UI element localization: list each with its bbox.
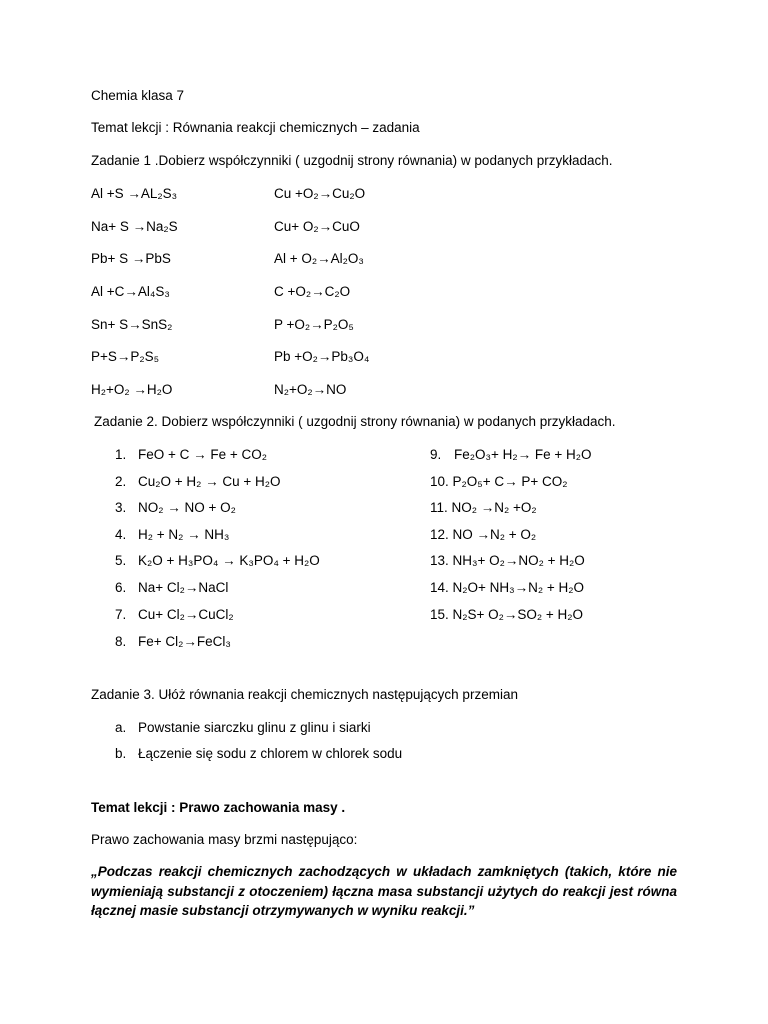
equation: NH₃+ O₂→NO₂ + H₂O — [452, 553, 585, 568]
task1-equation: N₂+O₂→NO — [274, 382, 347, 397]
item-number: 7. — [115, 607, 127, 622]
equation: N₂O+ NH₃→N₂ + H₂O — [452, 580, 585, 595]
task1-equation: Pb +O₂→Pb₃O₄ — [274, 349, 370, 364]
item-number: 14. — [430, 580, 449, 595]
item-number: 5. — [115, 553, 127, 568]
equation: FeO + C → Fe + CO₂ — [138, 447, 268, 462]
item-number: 12. — [430, 527, 449, 542]
list-item — [115, 527, 229, 543]
task1-equation: Al +S →AL₂S₃ — [91, 186, 178, 201]
list-item — [115, 474, 281, 490]
equation: Cu₂O + H₂ → Cu + H₂O — [138, 474, 281, 489]
list-item — [115, 607, 234, 623]
lesson-topic-2: Temat lekcji : Prawo zachowania masy . — [91, 800, 346, 815]
task1-equation: P+S→P₂S₅ — [91, 349, 160, 364]
equation: K₂O + H₃PO₄ → K₃PO₄ + H₂O — [138, 553, 320, 568]
item-number: 11. — [430, 500, 448, 515]
item-number: 9. — [430, 447, 442, 462]
equation: H₂ + N₂ → NH₃ — [138, 527, 230, 542]
equation: N₂S+ O₂→SO₂ + H₂O — [452, 607, 584, 622]
lesson-topic: Temat lekcji : Równania reakcji chemicznych – zadania — [91, 120, 420, 135]
task2-title: Zadanie 2. Dobierz współczynniki ( uzgodnij strony równania) w podanych przykładach. — [94, 414, 616, 429]
item-number: 8. — [115, 634, 127, 649]
law-intro: Prawo zachowania masy brzmi następująco: — [91, 832, 358, 847]
item-number: 13. — [430, 553, 449, 568]
list-item — [430, 500, 537, 516]
list-item — [430, 553, 585, 569]
equation: Cu+ Cl₂→CuCl₂ — [138, 607, 234, 622]
item-text: Powstanie siarczku glinu z glinu i siarki — [138, 720, 371, 735]
item-number: 3. — [115, 500, 127, 515]
equation: P₂O₅+ C→ P+ CO₂ — [452, 474, 568, 489]
task1-equation: C +O₂→C₂O — [274, 284, 351, 299]
task1-equation: Al +C→Al₄S₃ — [91, 284, 170, 299]
list-item — [115, 580, 228, 596]
task1-equation: H₂+O₂ →H₂O — [91, 382, 173, 397]
list-item — [115, 746, 402, 762]
item-number: 15. — [430, 607, 449, 622]
task1-equation: Cu+ O₂→CuO — [274, 219, 360, 234]
item-number: 1. — [115, 447, 127, 462]
equation: Fe+ Cl₂→FeCl₃ — [138, 634, 231, 649]
list-item — [115, 500, 236, 516]
item-number: 4. — [115, 527, 127, 542]
list-item — [430, 580, 584, 596]
list-item — [115, 447, 267, 463]
item-number: 10. — [430, 474, 449, 489]
task1-equation: Na+ S →Na₂S — [91, 219, 178, 234]
task1-equation: Sn+ S→SnS₂ — [91, 317, 173, 332]
equation: NO₂ → NO + O₂ — [138, 500, 236, 515]
task1-equation: Cu +O₂→Cu₂O — [274, 186, 366, 201]
item-number: 6. — [115, 580, 127, 595]
item-text: Łączenie się sodu z chlorem w chlorek sodu — [138, 746, 403, 761]
item-letter: b. — [115, 746, 127, 761]
equation: Fe₂O₃+ H₂→ Fe + H₂O — [454, 447, 592, 462]
subject-line: Chemia klasa 7 — [91, 88, 185, 103]
equation: NO₂ →N₂ +O₂ — [451, 500, 537, 515]
equation: NO →N₂ + O₂ — [452, 527, 537, 542]
law-quote: „Podczas reakcji chemicznych zachodzących w układach zamkniętych (takich, które nie wymieniają substancji z otoczeniem) łączna masa substancji użytych do reakcji jest równa łącznej masie substancji otrzymywanych w wyniku reakcji.” — [91, 864, 677, 918]
list-item — [115, 720, 371, 736]
item-number: 2. — [115, 474, 127, 489]
task1-equation: Al + O₂→Al₂O₃ — [274, 251, 364, 266]
list-item — [115, 553, 320, 569]
list-item — [430, 527, 536, 543]
task1-equation: P +O₂→P₂O₅ — [274, 317, 354, 332]
item-letter: a. — [115, 720, 127, 735]
task1-title: Zadanie 1 .Dobierz współczynniki ( uzgodnij strony równania) w podanych przykładach. — [91, 153, 613, 168]
task1-equation: Pb+ S →PbS — [91, 251, 171, 266]
list-item — [430, 607, 583, 623]
list-item — [115, 634, 231, 650]
task3-title: Zadanie 3. Ułóż równania reakcji chemicznych następujących przemian — [91, 687, 518, 702]
list-item — [430, 447, 592, 463]
list-item — [430, 474, 568, 490]
equation: Na+ Cl₂→NaCl — [138, 580, 229, 595]
